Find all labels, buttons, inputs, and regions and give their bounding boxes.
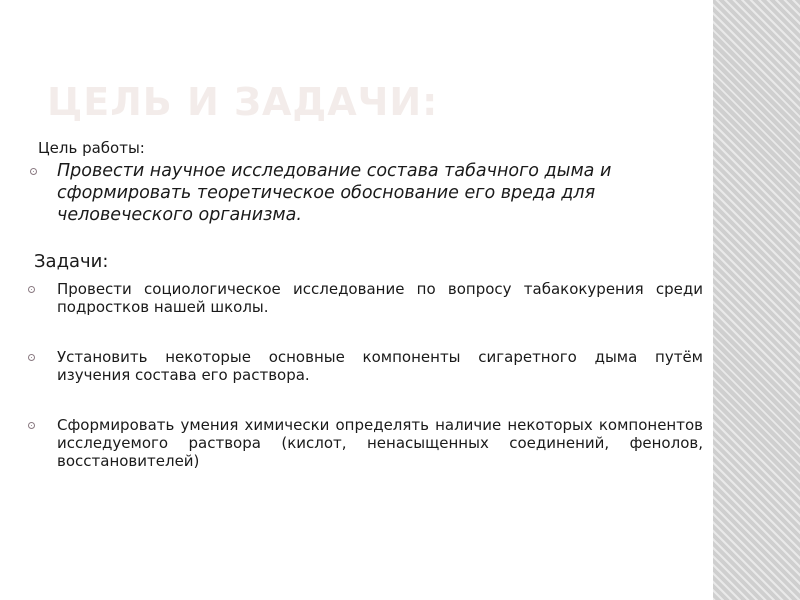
bullet-icon xyxy=(28,286,35,293)
task-text: Установить некоторые основные компоненты сигаретного дыма путём изучения состава его раствора. xyxy=(57,348,703,384)
bullet-icon xyxy=(30,168,37,175)
bullet-icon xyxy=(28,354,35,361)
goal-label: Цель работы: xyxy=(38,139,145,157)
goal-text: Провести научное исследование состава табачного дыма и сформировать теоретическое обоснование его вреда для человеческого организма. xyxy=(57,161,612,225)
tasks-label: Задачи: xyxy=(34,251,109,272)
task-item xyxy=(28,280,703,316)
task-text: Провести социологическое исследование по вопросу табакокурения среди подростков нашей школы. xyxy=(57,280,703,316)
bullet-icon xyxy=(28,422,35,429)
task-text: Сформировать умения химически определять наличие некоторых компонентов исследуемого раствора (кислот, ненасыщенных соединений, фенолов, восстановителей) xyxy=(57,416,703,470)
goal-list xyxy=(30,160,710,226)
slide-title: ЦЕЛЬ И ЗАДАЧИ: xyxy=(47,80,439,124)
goal-item xyxy=(30,160,710,226)
task-item xyxy=(28,416,703,470)
tasks-list xyxy=(28,280,703,470)
decorative-stripe xyxy=(713,0,800,600)
task-item xyxy=(28,348,703,384)
